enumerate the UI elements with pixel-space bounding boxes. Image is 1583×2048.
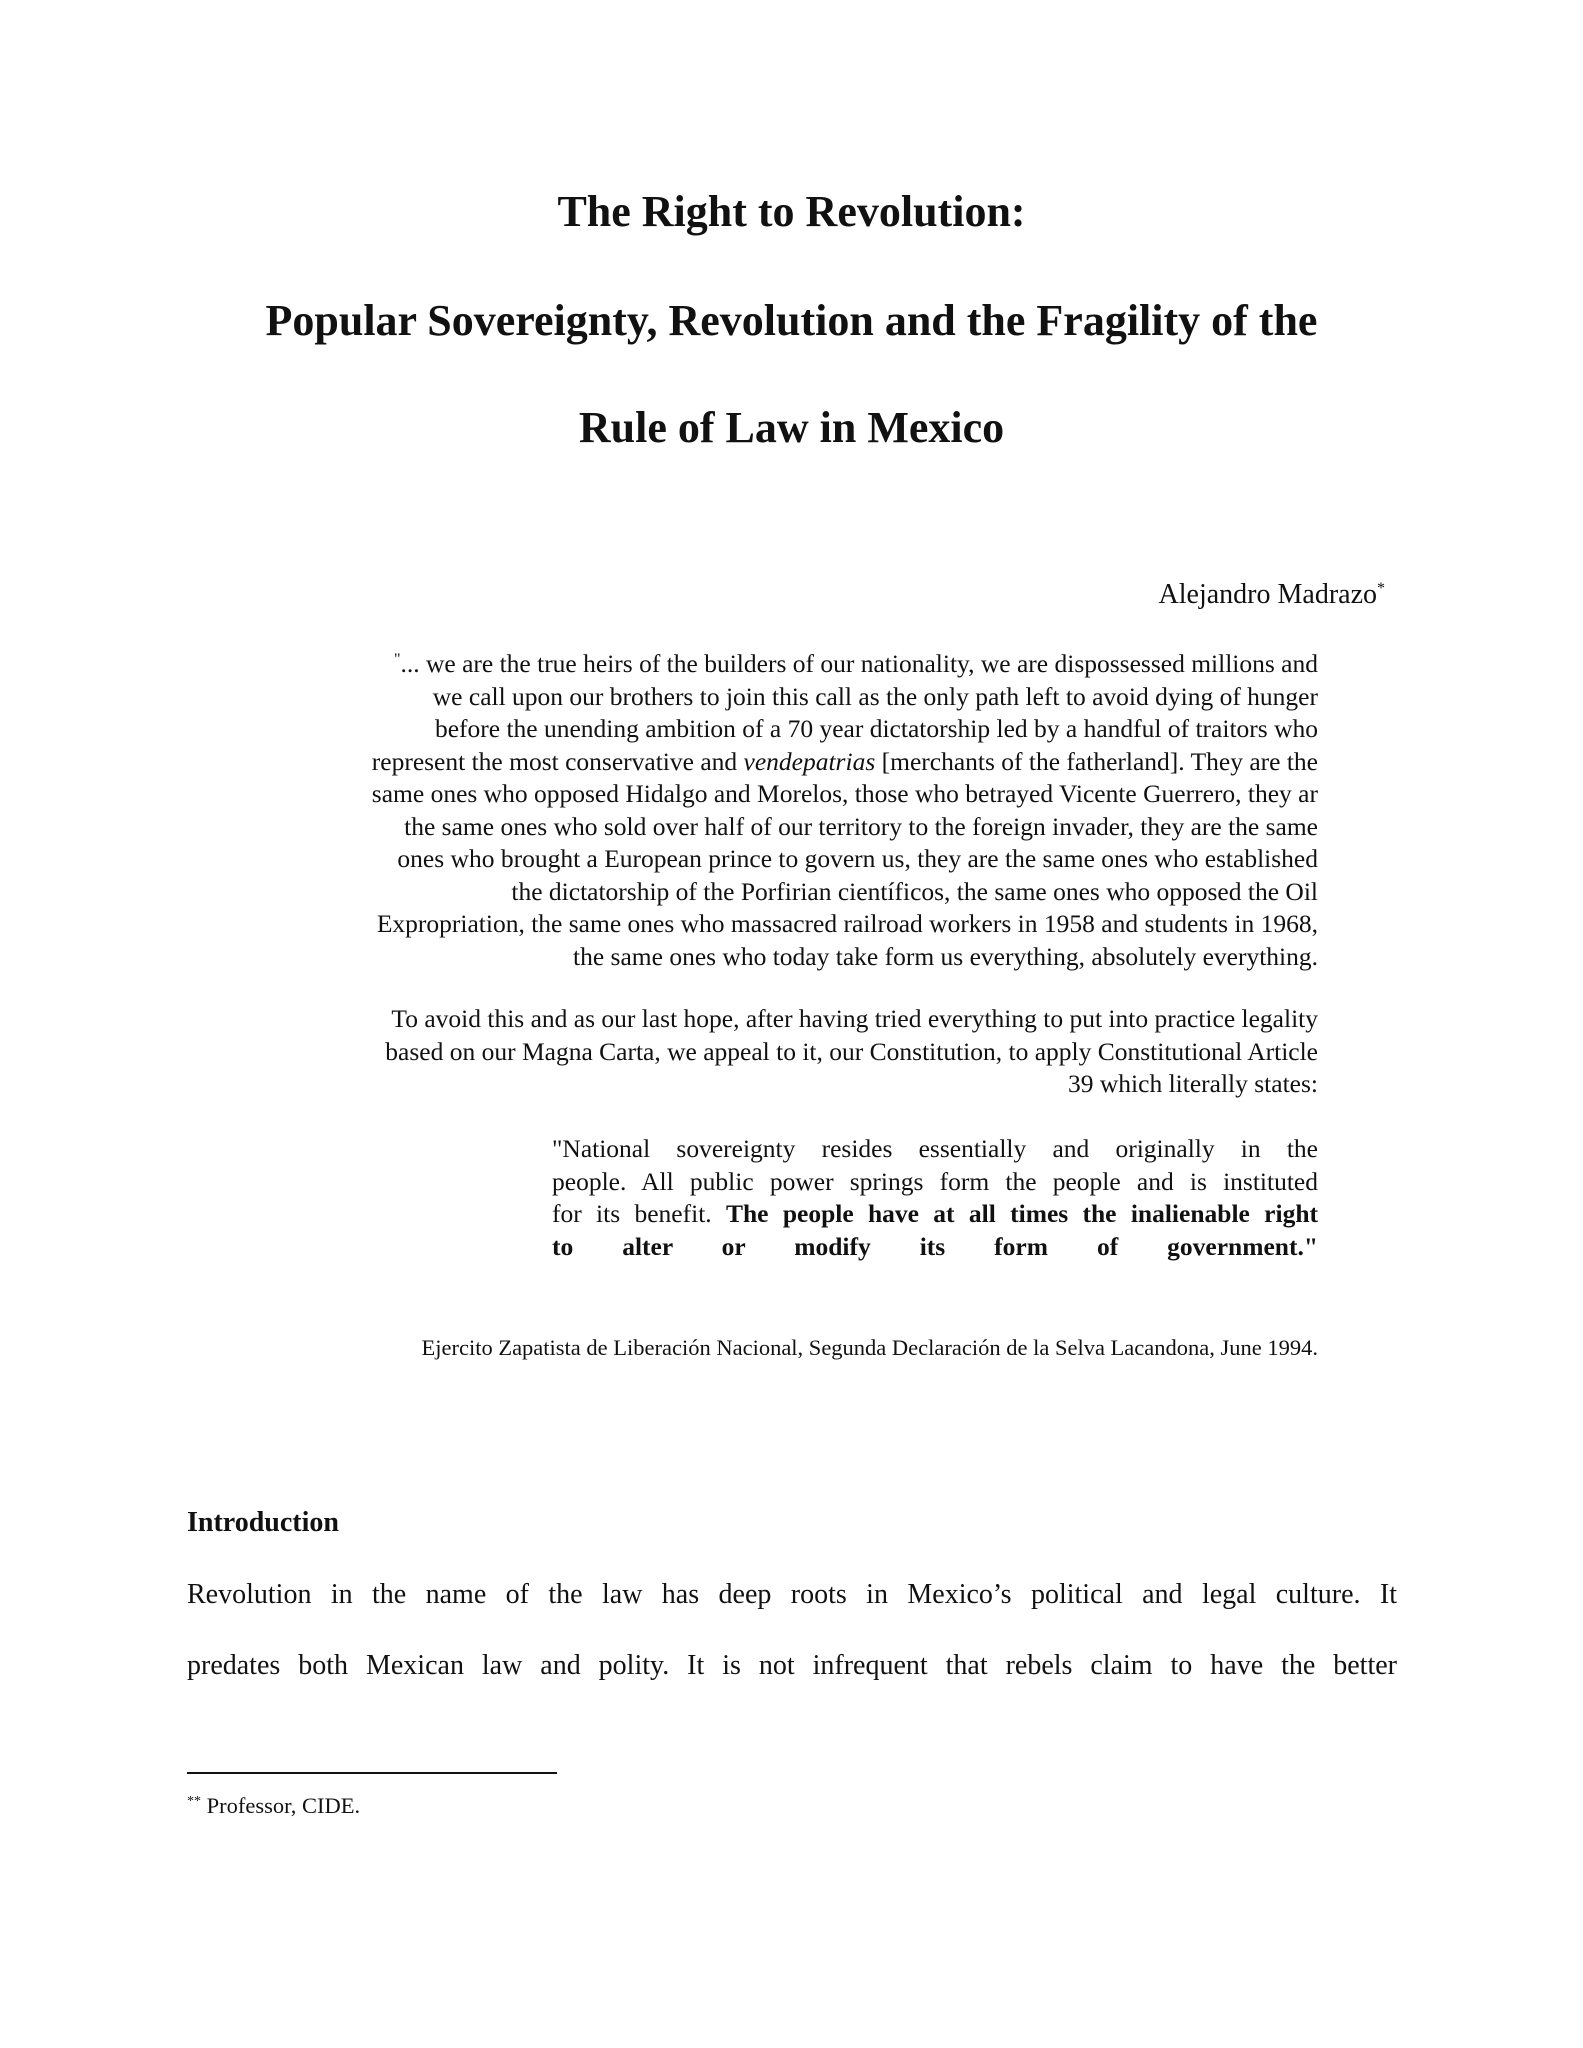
epigraph-paragraph-1	[262, 648, 1318, 973]
epigraph-line-text: ... we are the true heirs of the builders of our nationality, we are dispossessed millions and	[400, 649, 1318, 678]
article-line	[552, 1198, 1318, 1231]
epigraph-paragraph-2	[262, 1003, 1318, 1101]
body-paragraph-line	[187, 1649, 1397, 1683]
epigraph-line: same ones who opposed Hidalgo and Morelos, those who betrayed Vicente Guerrero, they ar	[371, 779, 1318, 808]
epigraph-line: the same ones who today take form us everything, absolutely everything.	[573, 941, 1318, 971]
epigraph-line: ones who brought a European prince to govern us, they are the same ones who established	[397, 844, 1318, 873]
epigraph-line-text: [merchants of the fatherland]. They are the	[875, 746, 1318, 776]
italic-term-vendepatrias: vendepatrias	[743, 746, 876, 776]
epigraph-line: based on our Magna Carta, we appeal to it, our Constitution, to apply Constitutional Article	[385, 1036, 1318, 1066]
title-line-1: The Right to Revolution:	[557, 187, 1026, 236]
body-line: Revolution in the name of the law has deep roots in Mexico’s political and legal culture. It	[187, 1579, 1397, 1610]
title-line-2: Popular Sovereignty, Revolution and the Fragility of the	[265, 296, 1318, 345]
article-line: people. All public power springs form the people and is instituted	[552, 1166, 1318, 1196]
open-quote-mark: "	[393, 651, 401, 668]
epigraph-line	[262, 746, 1318, 779]
epigraph-line	[262, 648, 1318, 681]
epigraph-source: Ejercito Zapatista de Liberación Nacional, Segunda Declaración de la Selva Lacandona, June 1994.	[421, 1335, 1318, 1360]
epigraph-line: 39 which literally states:	[1068, 1069, 1318, 1098]
title-line-3: Rule of Law in Mexico	[578, 403, 1005, 452]
epigraph-line: the dictatorship of the Porfirian científicos, the same ones who opposed the Oil	[511, 876, 1318, 906]
epigraph-line: before the unending ambition of a 70 year dictatorship led by a handful of traitors who	[434, 714, 1318, 743]
footnote-separator	[187, 1772, 557, 1774]
epigraph-line: To avoid this and as our last hope, after having tried everything to put into practice legality	[391, 1004, 1318, 1033]
article-line-text: for its benefit.	[552, 1199, 726, 1228]
article-bold-text: to alter or modify its form of government."	[552, 1231, 1318, 1261]
epigraph-line-text: represent the most conservative and	[371, 746, 744, 776]
article-bold-text: The people have at all times the inalienable right	[725, 1199, 1319, 1228]
author-name: Alejandro Madrazo	[1158, 579, 1377, 610]
article-line: "National sovereignty resides essentially and originally in the	[552, 1134, 1318, 1163]
footnote-text: Professor, CIDE.	[201, 1793, 361, 1818]
author-byline	[1159, 578, 1385, 612]
section-heading-introduction: Introduction	[187, 1507, 339, 1538]
epigraph-line: we call upon our brothers to join this call as the only path left to avoid dying of hunger	[432, 681, 1318, 711]
epigraph-line: Expropriation, the same ones who massacred railroad workers in 1958 and students in 1968,	[376, 909, 1318, 938]
body-paragraph-line	[187, 1578, 1397, 1612]
author-footnote-marker: *	[1377, 580, 1385, 597]
footnote-marker: **	[187, 1794, 201, 1809]
epigraph-line: the same ones who sold over half of our territory to the foreign invader, they are the same	[404, 811, 1318, 841]
article-line	[552, 1231, 1318, 1264]
body-line: predates both Mexican law and polity. It is not infrequent that rebels claim to have the better	[187, 1650, 1397, 1681]
footnote	[187, 1792, 360, 1820]
article-39-quote	[552, 1133, 1318, 1263]
